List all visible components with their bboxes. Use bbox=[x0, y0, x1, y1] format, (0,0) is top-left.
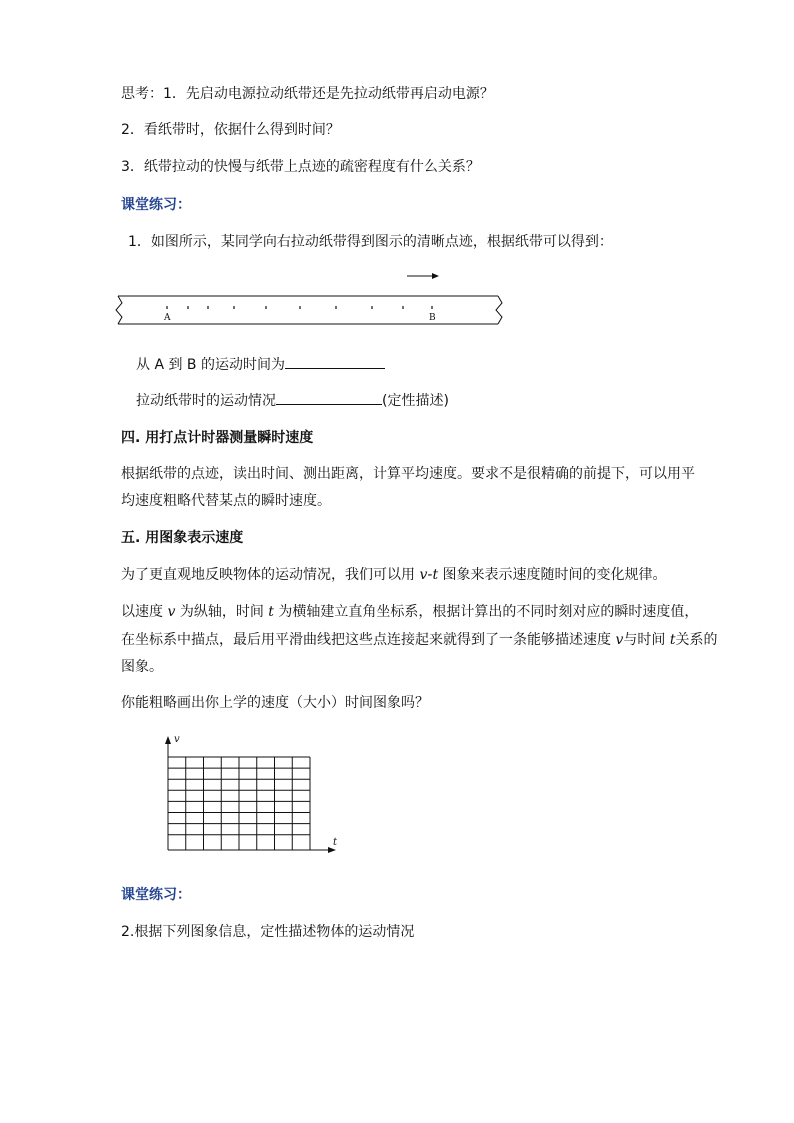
p2-line-2: 在坐标系中描点，最后用平滑曲线把这些点连接起来就得到了一条能够描述速度 bbox=[121, 632, 616, 648]
grid-lines bbox=[168, 757, 310, 850]
section-5-paragraph-2-line-1 bbox=[121, 602, 698, 622]
section-5-paragraph-1 bbox=[121, 565, 667, 585]
paper-tape-figure bbox=[110, 268, 510, 328]
p2-part-b: 为纵轴，时间 bbox=[175, 604, 269, 620]
fill-blank-motion-label: 拉动纸带时的运动情况 bbox=[136, 393, 276, 409]
section-5-question: 你能粗略画出你上学的速度（大小）时间图象吗？ bbox=[121, 695, 429, 711]
p2-v: v bbox=[167, 604, 176, 620]
v-axis bbox=[165, 736, 171, 850]
tape-point-b: B bbox=[429, 313, 436, 323]
think-question-1: 思考：1．先启动电源拉动纸带还是先拉动纸带再启动电源？ bbox=[121, 86, 494, 102]
section-5-paragraph-2-line-3: 图象。 bbox=[121, 659, 163, 675]
t-axis-label: t bbox=[333, 837, 338, 848]
fill-blank-time-label: 从 A 到 B 的运动时间为 bbox=[136, 357, 285, 373]
p1-part-b: 图象来表示速度随时间的变化规律。 bbox=[438, 567, 667, 583]
section-5-paragraph-2-line-2 bbox=[121, 630, 717, 650]
pull-direction-arrow bbox=[407, 273, 439, 279]
practice2-question: 2.根据下列图象信息，定性描述物体的运动情况 bbox=[121, 924, 415, 940]
p1-dash: - bbox=[427, 567, 433, 583]
section-5-title: 五. 用图象表示速度 bbox=[121, 530, 244, 546]
fill-blank-time bbox=[136, 354, 385, 375]
tape-dots bbox=[167, 306, 432, 309]
p2-part-a: 以速度 bbox=[121, 604, 168, 620]
t-axis bbox=[168, 847, 336, 853]
think-question-2: 2．看纸带时，依据什么得到时间？ bbox=[121, 122, 340, 138]
section-4-paragraph-line-1: 根据纸带的点迹，读出时间、测出距离，计算平均速度。要求不是很精确的前提下，可以用平 bbox=[121, 466, 695, 482]
fill-blank-motion-suffix: (定性描述) bbox=[382, 393, 449, 409]
v-axis-label: v bbox=[174, 734, 180, 745]
p2-t: t bbox=[268, 604, 274, 620]
p2-v2: v bbox=[615, 632, 624, 648]
p2-t2: t bbox=[669, 632, 676, 648]
vt-grid-figure[interactable] bbox=[160, 730, 350, 860]
tape-point-a: A bbox=[164, 313, 171, 323]
answer-blank-time[interactable] bbox=[285, 354, 385, 369]
p1-t: t bbox=[432, 567, 439, 583]
p2-part-c: 为横轴建立直角坐标系，根据计算出的不同时刻对应的瞬时速度值， bbox=[273, 604, 699, 620]
answer-blank-motion[interactable] bbox=[276, 390, 382, 405]
p2-part-e: 关系的 bbox=[675, 632, 718, 648]
practice-heading-2: 课堂练习： bbox=[121, 887, 191, 903]
p2-part-d: 与时间 bbox=[623, 632, 670, 648]
paper-tape bbox=[116, 296, 502, 324]
practice-heading-1: 课堂练习： bbox=[121, 197, 191, 213]
section-4-title: 四. 用打点计时器测量瞬时速度 bbox=[121, 430, 314, 446]
section-4-paragraph-line-2: 均速度粗略代替某点的瞬时速度。 bbox=[121, 493, 331, 509]
p1-v: v bbox=[419, 567, 428, 583]
p1-part-a: 为了更直观地反映物体的运动情况，我们可以用 bbox=[121, 567, 420, 583]
fill-blank-motion bbox=[136, 390, 449, 411]
think-question-3: 3．纸带拉动的快慢与纸带上点迹的疏密程度有什么关系？ bbox=[121, 159, 480, 175]
practice1-question: 1．如图所示，某同学向右拉动纸带得到图示的清晰点迹，根据纸带可以得到： bbox=[128, 234, 613, 250]
